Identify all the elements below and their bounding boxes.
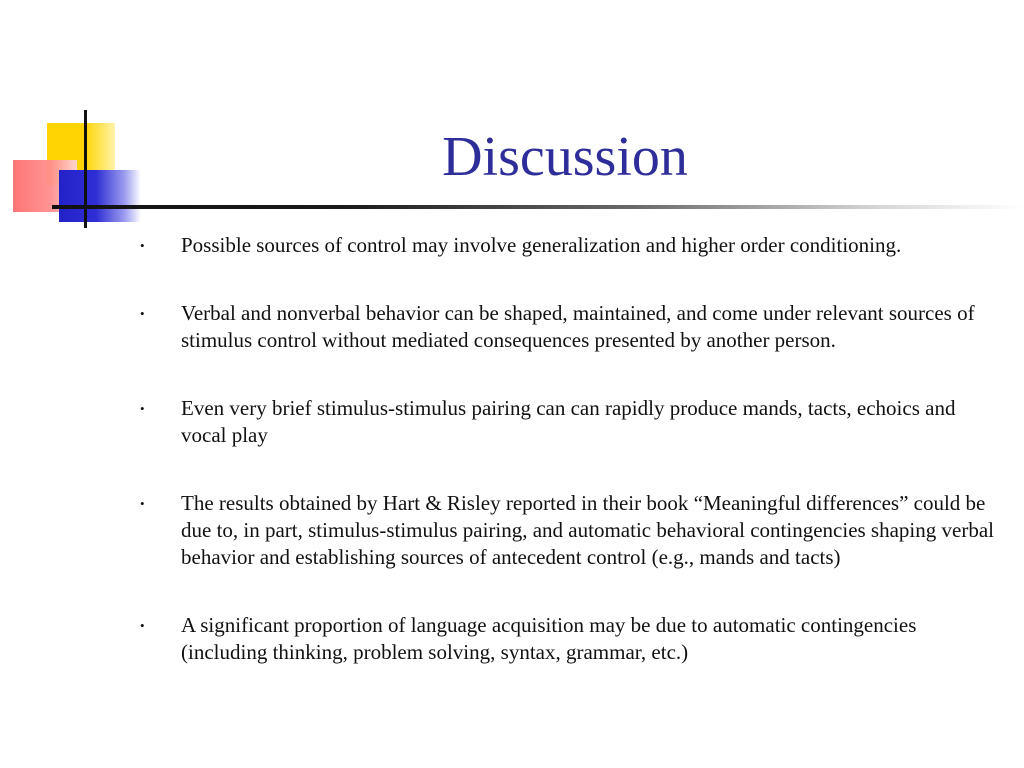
title-underline-rule: [52, 205, 1024, 209]
bullet-item: [140, 395, 1000, 449]
bullet-item: [140, 612, 1000, 666]
decorative-squares-logo: [0, 0, 160, 240]
bullet-item: [140, 300, 1000, 354]
blue-square: [59, 170, 141, 222]
bullet-dot-icon: •: [140, 238, 145, 253]
vertical-rule: [84, 110, 87, 228]
bullet-text: Even very brief stimulus-stimulus pairing can can rapidly produce mands, tacts, echoics and vocal play: [181, 396, 956, 447]
bullet-text: The results obtained by Hart & Risley reported in their book “Meaningful differences” could be due to, in part, stimulus-stimulus pairing, and automatic behavioral contingencies shaping verbal behavior and establishing sources of antecedent control (e.g., mands and tacts): [181, 491, 994, 569]
bullet-list: [140, 232, 1000, 707]
bullet-dot-icon: •: [140, 496, 145, 511]
bullet-text: A significant proportion of language acquisition may be due to automatic contingencies (including thinking, problem solving, syntax, grammar, etc.): [181, 613, 917, 664]
bullet-item: [140, 490, 1000, 571]
bullet-dot-icon: •: [140, 306, 145, 321]
bullet-text: Verbal and nonverbal behavior can be shaped, maintained, and come under relevant sources of stimulus control without mediated consequences presented by another person.: [181, 301, 975, 352]
bullet-dot-icon: •: [140, 401, 145, 416]
slide-title: Discussion: [442, 126, 688, 188]
bullet-text: Possible sources of control may involve generalization and higher order conditioning.: [181, 233, 902, 257]
bullet-dot-icon: •: [140, 618, 145, 633]
bullet-item: [140, 232, 1000, 259]
